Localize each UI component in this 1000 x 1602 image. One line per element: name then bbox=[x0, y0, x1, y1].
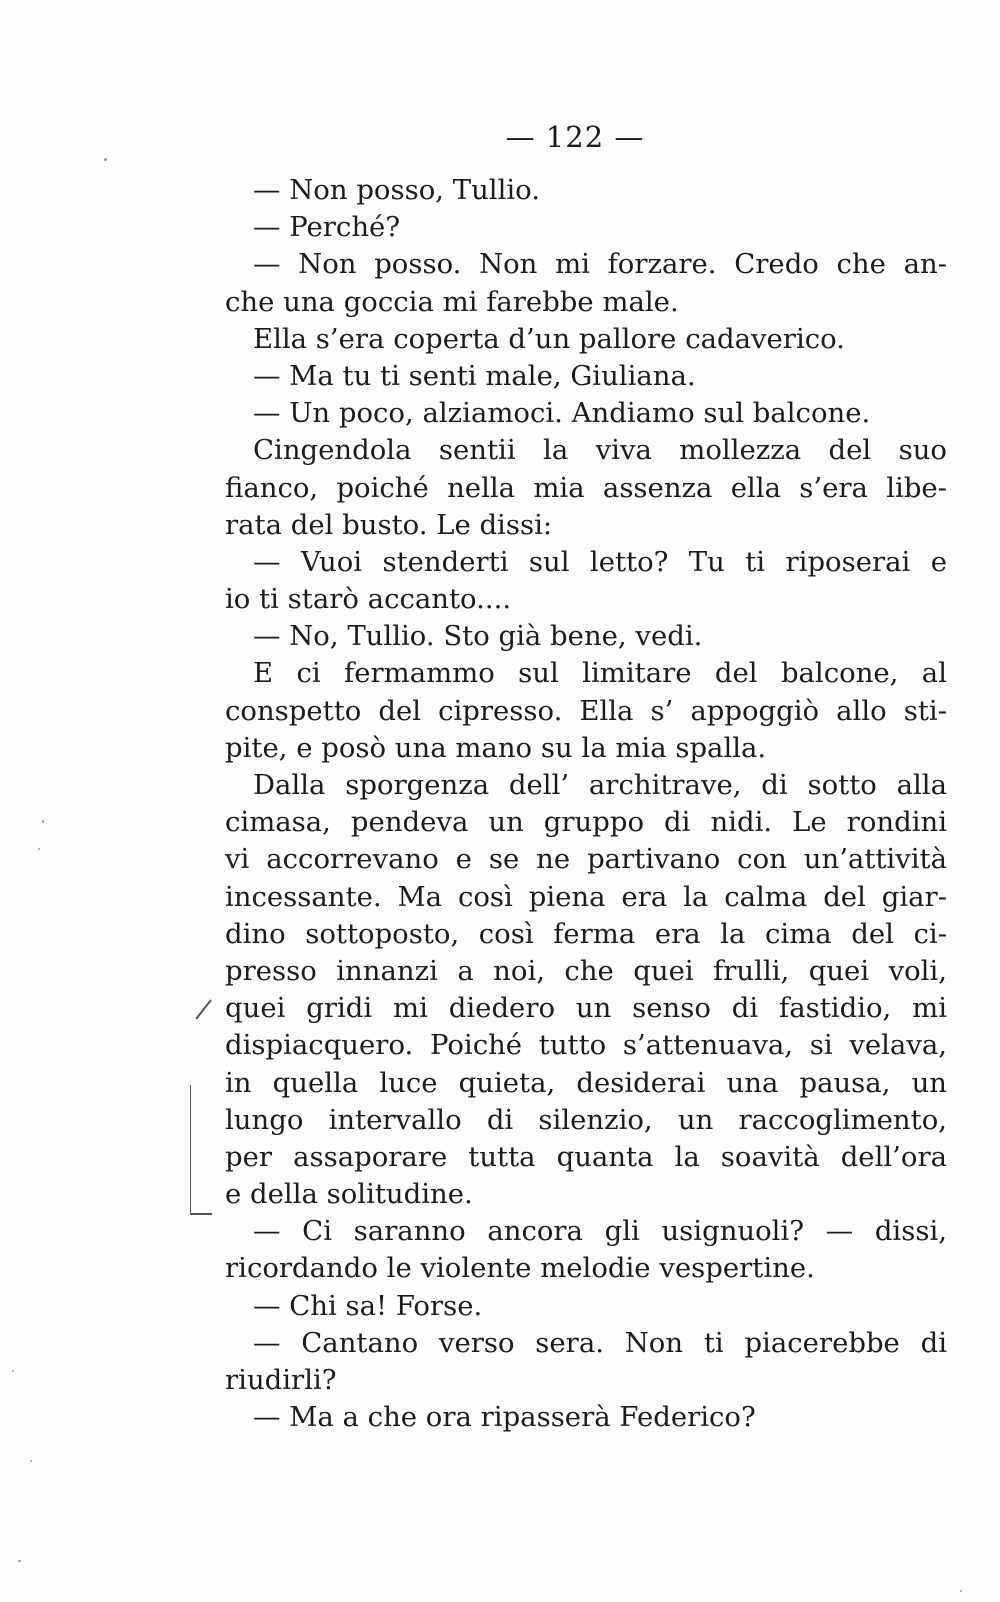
scan-speckle bbox=[30, 1460, 32, 1462]
scan-speckle bbox=[42, 820, 44, 823]
text-line: E ci fermammo sul limitare del balcone, al bbox=[253, 657, 947, 690]
pencil-mark bbox=[190, 1213, 212, 1215]
text-line: — Non posso. Non mi forzare. Credo che an- bbox=[253, 248, 947, 281]
text-line: ricordando le violente melodie vespertine. bbox=[225, 1252, 815, 1285]
text-line: e della solitudine. bbox=[225, 1178, 473, 1211]
text-line: — No, Tullio. Sto già bene, vedi. bbox=[253, 620, 703, 653]
scan-speckle bbox=[104, 158, 107, 161]
scan-speckle bbox=[960, 1590, 962, 1592]
text-line: lungo intervallo di silenzio, un raccoglimento, bbox=[225, 1103, 947, 1136]
text-line: — Ci saranno ancora gli usignuoli? — dissi, bbox=[253, 1215, 947, 1248]
text-line: fianco, poiché nella mia assenza ella s’era libe- bbox=[225, 471, 947, 504]
text-line: — Perché? bbox=[253, 211, 401, 244]
text-line: che una goccia mi farebbe male. bbox=[225, 285, 679, 318]
text-line: vi accorrevano e se ne partivano con un’attività bbox=[225, 843, 947, 876]
text-line: presso innanzi a noi, che quei frulli, quei voli, bbox=[225, 954, 947, 987]
text-line: — Non posso, Tullio. bbox=[253, 174, 540, 206]
text-line: in quella luce quieta, desiderai una pausa, un bbox=[225, 1066, 947, 1099]
text-line: dispiacquero. Poiché tutto s’attenuava, si velava, bbox=[225, 1029, 947, 1062]
text-line: Dalla sporgenza dell’ architrave, di sotto alla bbox=[253, 769, 947, 801]
text-line: cimasa, pendeva un gruppo di nidi. Le rondini bbox=[225, 806, 947, 839]
pencil-mark bbox=[195, 999, 211, 1019]
scan-speckle bbox=[18, 1560, 21, 1562]
page-number: — 122 — bbox=[505, 120, 645, 154]
text-line: — Cantano verso sera. Non ti piacerebbe di bbox=[253, 1326, 947, 1359]
text-line: incessante. Ma così piena era la calma del giar- bbox=[225, 880, 947, 913]
text-line: — Ma a che ora ripasserà Federico? bbox=[253, 1401, 756, 1434]
text-line: riudirli? bbox=[225, 1364, 337, 1396]
text-line: per assaporare tutta quanta la soavità dell’ora bbox=[225, 1140, 947, 1173]
text-line: conspetto del cipresso. Ella s’ appoggiò allo sti- bbox=[225, 694, 947, 727]
body-text bbox=[225, 172, 947, 1436]
text-line: — Ma tu ti senti male, Giuliana. bbox=[253, 359, 696, 392]
text-line: quei gridi mi diedero un senso di fastidio, mi bbox=[225, 992, 947, 1025]
text-line: — Chi sa! Forse. bbox=[253, 1289, 483, 1322]
text-line: dino sottoposto, così ferma era la cima del ci- bbox=[225, 917, 947, 950]
text-line: — Un poco, alziamoci. Andiamo sul balcone. bbox=[253, 397, 871, 430]
text-line: rata del busto. Le dissi: bbox=[225, 508, 553, 541]
text-line: Cingendola sentii la viva mollezza del suo bbox=[253, 434, 947, 467]
text-line: io ti starò accanto.... bbox=[225, 583, 512, 616]
scan-speckle bbox=[38, 848, 40, 850]
scan-speckle bbox=[12, 1370, 14, 1372]
text-line: Ella s’era coperta d’un pallore cadaverico. bbox=[253, 322, 845, 355]
text-line: pite, e posò una mano su la mia spalla. bbox=[225, 731, 767, 764]
pencil-mark bbox=[190, 1085, 191, 1213]
text-line: — Vuoi stenderti sul letto? Tu ti riposerai e bbox=[253, 545, 947, 578]
